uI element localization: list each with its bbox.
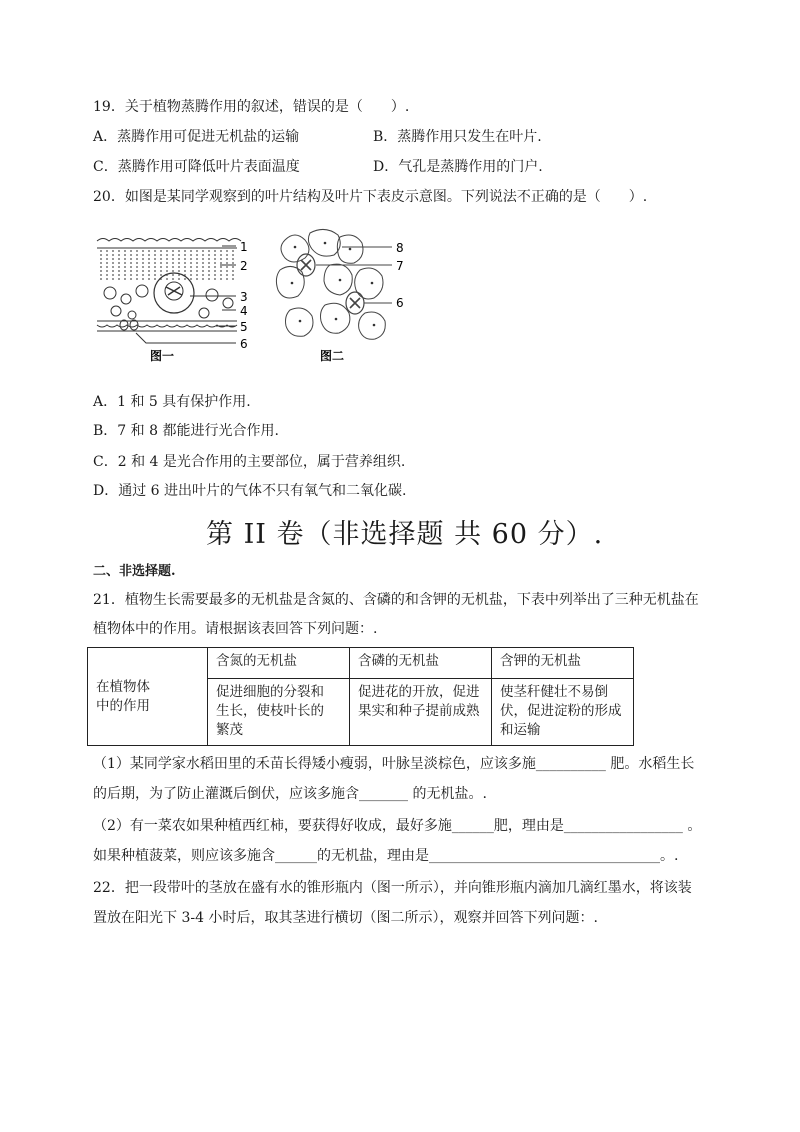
table-header-nitrogen: 含氮的无机盐: [208, 648, 350, 679]
fig2-label-6: 6: [396, 296, 404, 310]
q21-stem-line2: 植物体中的作用。请根据该表回答下列问题：.: [93, 621, 378, 637]
q20-option-c: C．2 和 4 是光合作用的主要部位，属于营养组织.: [93, 454, 406, 470]
leaf-cross-section-figure: [92, 233, 262, 363]
q22-line2: 置放在阳光下 3-4 小时后，取其茎进行横切（图二所示），观察并回答下列问题：.: [93, 910, 598, 926]
section-subtitle: 二、非选择题.: [93, 564, 176, 579]
fig2-label-8: 8: [396, 241, 404, 255]
q19-option-d: D．气孔是蒸腾作用的门户.: [373, 159, 543, 175]
q19-option-b: B．蒸腾作用只发生在叶片.: [373, 129, 542, 145]
table-cell-potassium: 使茎秆健壮不易倒 伏，促进淀粉的形成 和运输: [492, 679, 634, 746]
q20-option-a: A．1 和 5 具有保护作用.: [93, 394, 251, 410]
fig1-label-5: 5: [240, 320, 248, 334]
table-header-potassium: 含钾的无机盐: [492, 648, 634, 679]
fig1-caption: 图一: [150, 349, 175, 363]
fig1-label-3: 3: [240, 290, 248, 304]
section-title: 第 II 卷（非选择题 共 60 分）.: [206, 519, 604, 550]
fig2-caption: 图二: [320, 349, 345, 363]
fig1-label-2: 2: [240, 259, 248, 273]
q21-part1-line1: （1）某同学家水稻田里的禾苗长得矮小瘦弱，叶脉呈淡棕色，应该多施__________ 肥。水稻生长: [93, 756, 695, 772]
table-header-phosphorus: 含磷的无机盐: [350, 648, 492, 679]
q21-part2-line2: 如果种植菠菜，则应该多施含______的无机盐，理由是_________________________________。.: [93, 848, 679, 864]
mineral-function-table: [87, 647, 634, 746]
q22-line1: 22．把一段带叶的茎放在盛有水的锥形瓶内（图一所示），并向锥形瓶内滴加几滴红墨水，将该装: [93, 880, 692, 896]
q21-part1-line2: 的后期，为了防止灌溉后倒伏，应该多施含_______ 的无机盐。.: [93, 786, 487, 802]
q21-part2-line1: （2）有一菜农如果种植西红柿，要获得好收成，最好多施______肥，理由是_________________ 。: [93, 818, 702, 834]
table-row-header: 在植物体 中的作用: [88, 648, 208, 746]
q19-option-a: A．蒸腾作用可促进无机盐的运输: [93, 129, 300, 145]
lower-epidermis-figure: [270, 225, 430, 365]
fig1-label-6: 6: [240, 337, 248, 351]
q20-option-b: B．7 和 8 都能进行光合作用.: [93, 423, 279, 439]
q19-option-c: C．蒸腾作用可降低叶片表面温度: [93, 159, 300, 175]
fig1-label-4: 4: [240, 304, 248, 318]
q20-stem: 20．如图是某同学观察到的叶片结构及叶片下表皮示意图。下列说法不正确的是（ ）.: [93, 189, 648, 205]
fig2-label-7: 7: [396, 259, 404, 273]
q20-option-d: D．通过 6 进出叶片的气体不只有氧气和二氧化碳.: [93, 483, 407, 499]
table-cell-nitrogen: 促进细胞的分裂和 生长，使枝叶长的 繁茂: [208, 679, 350, 746]
fig1-label-1: 1: [240, 240, 248, 254]
q21-stem-line1: 21．植物生长需要最多的无机盐是含氮的、含磷的和含钾的无机盐，下表中列举出了三种无机盐在: [93, 592, 699, 608]
q19-stem: 19．关于植物蒸腾作用的叙述，错误的是（ ）.: [93, 99, 410, 115]
table-cell-phosphorus: 促进花的开放，促进 果实和种子提前成熟: [350, 679, 492, 746]
